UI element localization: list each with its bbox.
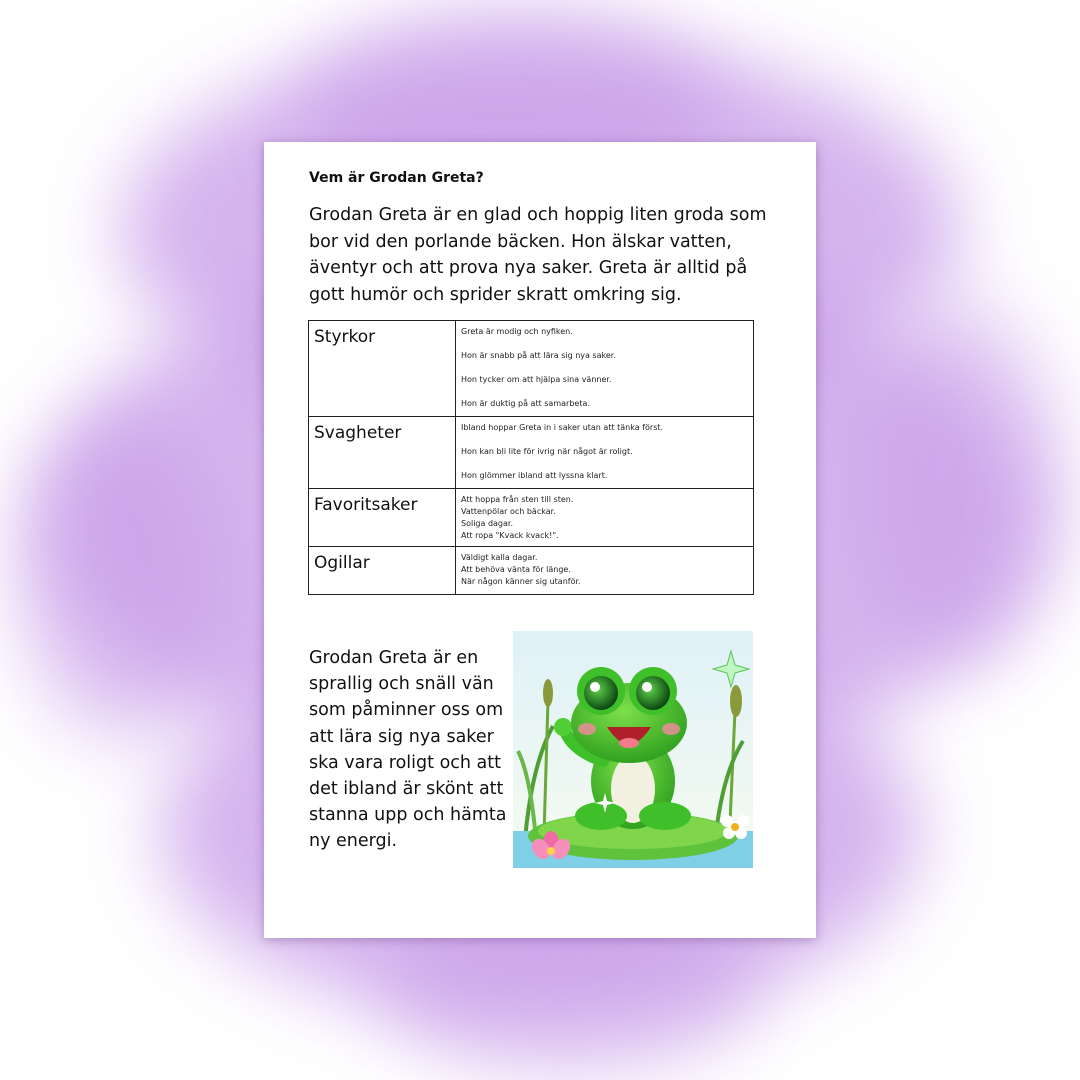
list-item: Hon tycker om att hjälpa sina vänner. <box>461 375 612 384</box>
traits-table <box>308 320 754 595</box>
row-items <box>456 417 754 489</box>
intro-paragraph: Grodan Greta är en glad och hoppig liten groda som bor vid den porlande bäcken. Hon älskar vatten, äventyr och att prova nya saker. Greta är alltid på gott humör och sprider skratt omkring sig. <box>309 205 767 305</box>
list-item: Hon glömmer ibland att lyssna klart. <box>461 471 608 480</box>
table-row <box>309 489 754 547</box>
table-row <box>309 417 754 489</box>
row-label: Styrkor <box>309 321 456 417</box>
frog-illustration <box>513 631 753 868</box>
table-row <box>309 547 754 595</box>
list-item: Att behöva vänta för länge. <box>461 565 571 574</box>
list-item: Hon är duktig på att samarbeta. <box>461 399 590 408</box>
row-label: Favoritsaker <box>309 489 456 547</box>
row-label: Svagheter <box>309 417 456 489</box>
row-label: Ogillar <box>309 547 456 595</box>
row-items <box>456 547 754 595</box>
list-item: När någon känner sig utanför. <box>461 577 581 586</box>
page-title: Vem är Grodan Greta? <box>309 170 484 186</box>
row-items <box>456 489 754 547</box>
row-items <box>456 321 754 417</box>
list-item: Att ropa "Kvack kvack!". <box>461 531 559 540</box>
list-item: Att hoppa från sten till sten. <box>461 495 574 504</box>
list-item: Vattenpölar och bäckar. <box>461 507 556 516</box>
list-item: Greta är modig och nyfiken. <box>461 327 573 336</box>
outro-paragraph: Grodan Greta är en sprallig och snäll vän som påminner oss om att lära sig nya saker ska vara roligt och att det ibland är skönt att stanna upp och hämta ny energi. <box>309 648 507 852</box>
list-item: Hon är snabb på att lära sig nya saker. <box>461 351 616 360</box>
list-item: Väldigt kalla dagar. <box>461 553 538 562</box>
list-item: Soliga dagar. <box>461 519 513 528</box>
list-item: Ibland hoppar Greta in i saker utan att tänka först. <box>461 423 664 432</box>
list-item: Hon kan bli lite för ivrig när något är roligt. <box>461 447 633 456</box>
document-page <box>264 142 816 938</box>
table-row <box>309 321 754 417</box>
